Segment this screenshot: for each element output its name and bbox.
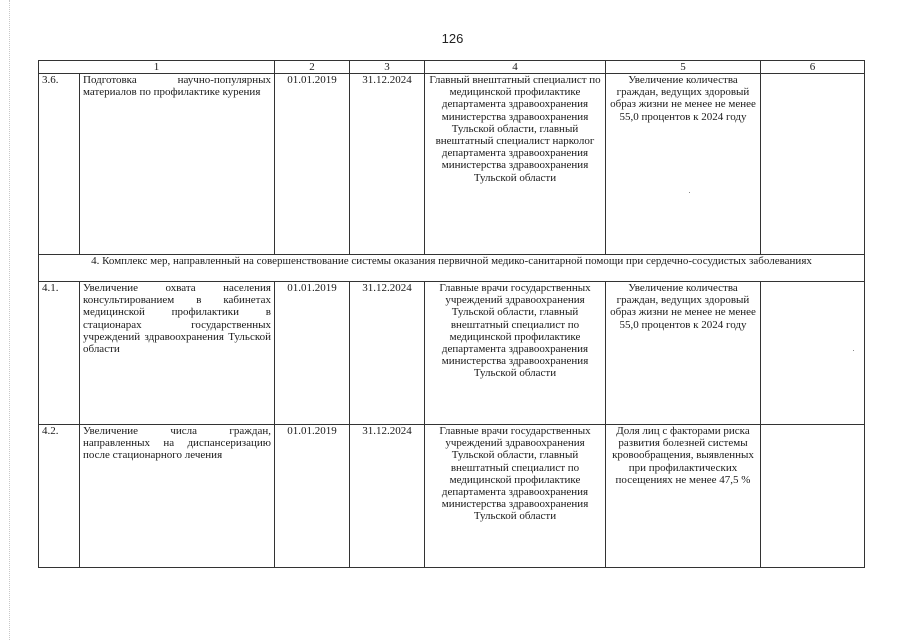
scan-speck xyxy=(689,192,690,193)
row-number: 4.2. xyxy=(39,425,80,568)
start-date: 01.01.2019 xyxy=(275,282,350,425)
measure-name: Увеличение охвата населения консультированием в кабинетах медицинской профилактики в стационарах государственных учреждений здравоохранения Тульской области xyxy=(80,282,275,425)
expected-result: Увеличение количества граждан, ведущих здоровый образ жизни не менее не менее 55,0 процентов к 2024 году xyxy=(606,282,761,425)
responsible: Главные врачи государственных учреждений здравоохранения Тульской области, главный внештатный специалист по медицинской профилактике департамента здравоохранения министерства здравоохранения Тульской области xyxy=(425,425,606,568)
start-date: 01.01.2019 xyxy=(275,425,350,568)
expected-result: Увеличение количества граждан, ведущих здоровый образ жизни не менее не менее 55,0 процентов к 2024 году xyxy=(606,74,761,255)
page-number: 126 xyxy=(441,31,464,46)
column-6-cell xyxy=(761,425,865,568)
start-date: 01.01.2019 xyxy=(275,74,350,255)
end-date: 31.12.2024 xyxy=(350,425,425,568)
responsible: Главный внештатный специалист по медицинской профилактике департамента здравоохранения министерства здравоохранения Тульской области, главный внештатный специалист нарколог департамента здравоохранения министерства здравоохранения Тульской области xyxy=(425,74,606,255)
section-row xyxy=(39,255,865,282)
measure-name: Увеличение числа граждан, направленных на диспансеризацию после стационарного лечения xyxy=(80,425,275,568)
table-row xyxy=(39,282,865,425)
end-date: 31.12.2024 xyxy=(350,282,425,425)
header-cell-2: 2 xyxy=(275,61,350,74)
table-row xyxy=(39,74,865,255)
header-cell-1: 1 xyxy=(39,61,275,74)
header-cell-4: 4 xyxy=(425,61,606,74)
column-6-cell xyxy=(761,282,865,425)
scan-speck xyxy=(853,350,854,351)
header-cell-6: 6 xyxy=(761,61,865,74)
header-cell-5: 5 xyxy=(606,61,761,74)
table-row xyxy=(39,425,865,568)
column-6-cell xyxy=(761,74,865,255)
plan-table xyxy=(38,60,865,568)
end-date: 31.12.2024 xyxy=(350,74,425,255)
header-cell-3: 3 xyxy=(350,61,425,74)
page-edge-line xyxy=(9,0,10,640)
row-number: 4.1. xyxy=(39,282,80,425)
table-header-row xyxy=(39,61,865,74)
section-title: 4. Комплекс мер, направленный на совершенствование системы оказания первичной медико-санитарной помощи при сердечно-сосудистых заболеваниях xyxy=(39,255,865,282)
responsible: Главные врачи государственных учреждений здравоохранения Тульской области, главный внештатный специалист по медицинской профилактике департамента здравоохранения министерства здравоохранения Тульской области xyxy=(425,282,606,425)
measure-name: Подготовка научно-популярных материалов по профилактике курения xyxy=(80,74,275,255)
expected-result: Доля лиц с факторами риска развития болезней системы кровообращения, выявленных при профилактических посещениях не менее 47,5 % xyxy=(606,425,761,568)
row-number: 3.6. xyxy=(39,74,80,255)
